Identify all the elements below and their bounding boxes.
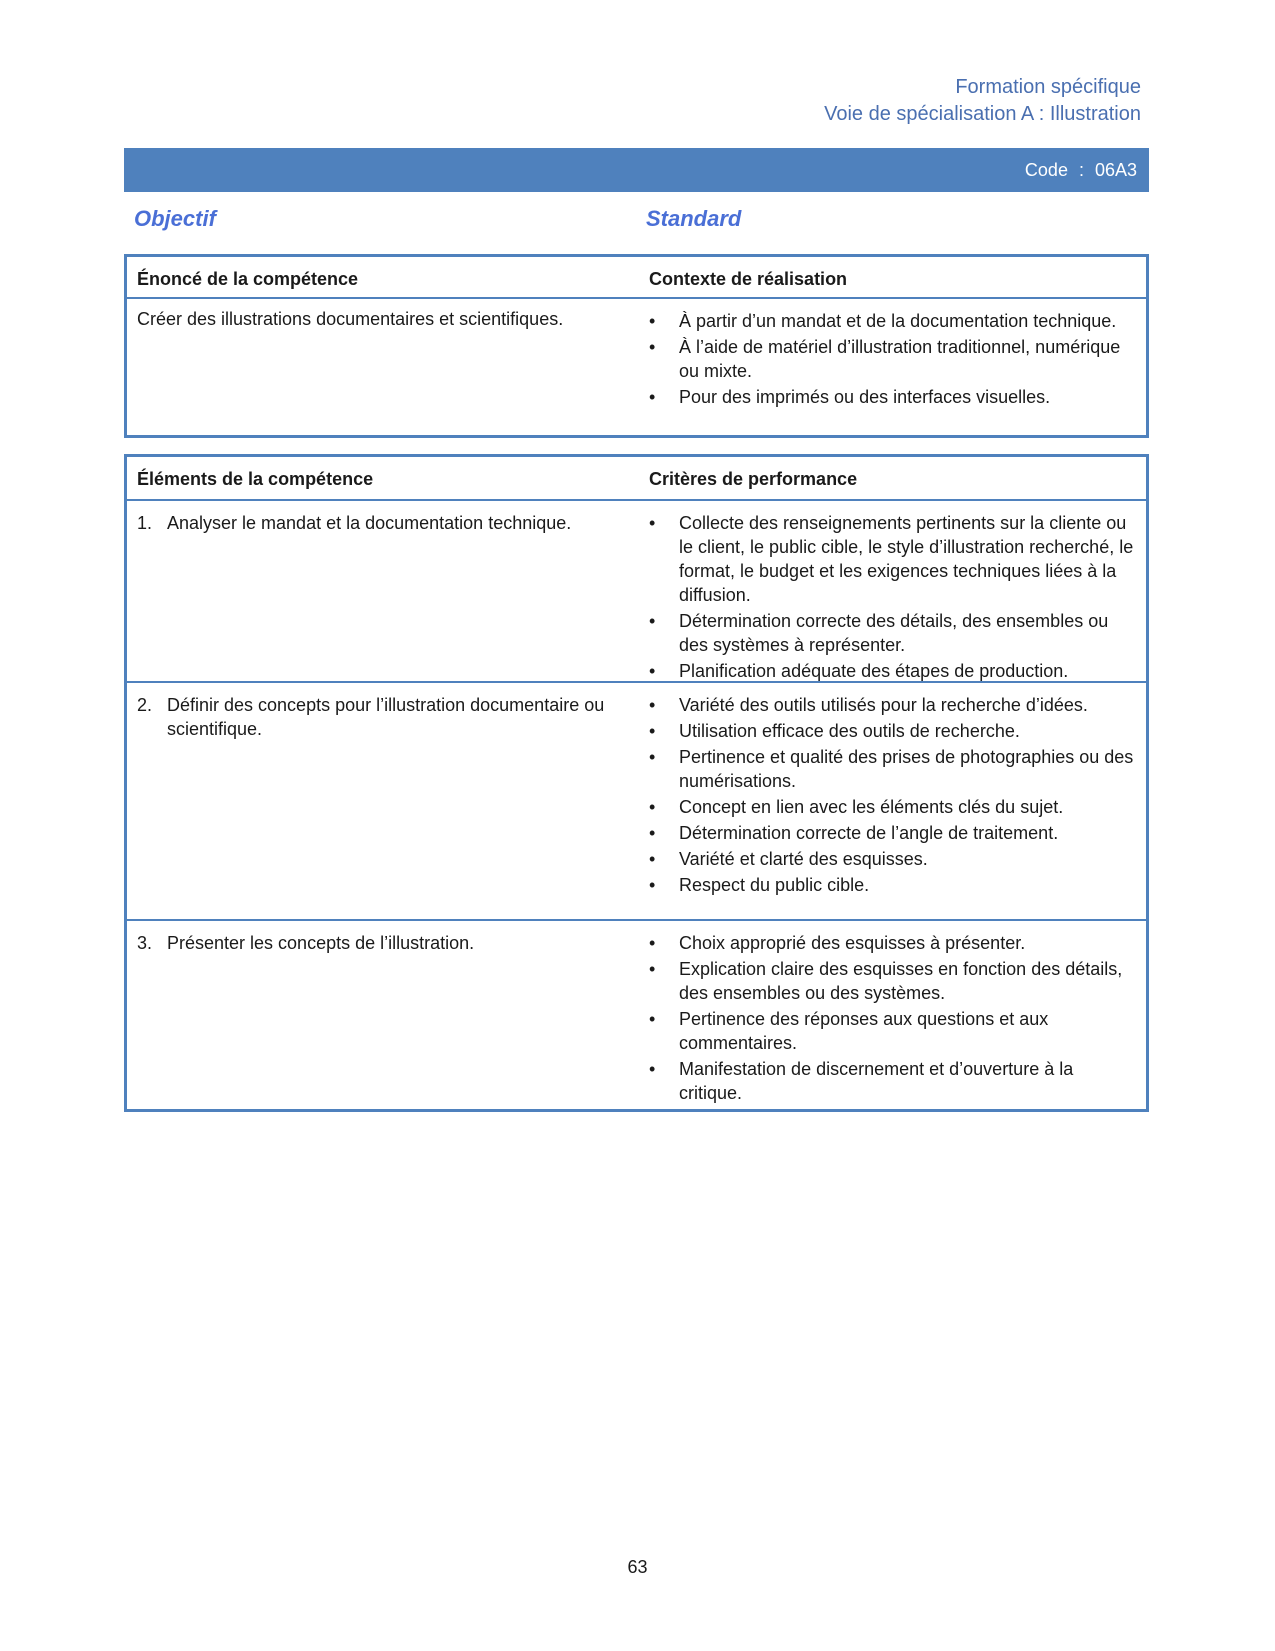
element-text: Présenter les concepts de l’illustration. [167,933,475,953]
competency-code: Code : 06A3 [1024,160,1137,180]
statement-header: Énoncé de la compétence [137,269,359,289]
objective-standard-labels [134,206,1154,234]
list-item: • À l’aide de matériel d’illustration traditionnel, numérique ou mixte. [649,335,1139,383]
standard-table-header [127,257,1146,297]
list-item: • À partir d’un mandat et de la documentation technique. [649,309,1139,333]
element-text: Définir des concepts pour l’illustration documentaire ou scientifique. [167,695,605,739]
list-item: • Variété et clarté des esquisses. [649,847,1139,871]
list-item: • Détermination correcte des détails, des ensembles ou des systèmes à représenter. [649,609,1139,657]
elements-header: Éléments de la compétence [137,469,374,489]
list-item: • Choix approprié des esquisses à présenter. [649,931,1139,955]
element-text: Analyser le mandat et la documentation technique. [167,513,572,533]
element-3 [137,931,657,955]
element-1 [137,511,657,535]
list-item: • Explication claire des esquisses en fonction des détails, des ensembles ou des systèmes. [649,957,1139,1005]
competence-table-header [127,457,1146,499]
list-item: • Manifestation de discernement et d’ouverture à la critique. [649,1057,1139,1105]
list-item: • Concept en lien avec les éléments clés du sujet. [649,795,1139,819]
context-list [649,309,1139,409]
context-header: Contexte de réalisation [649,269,848,289]
element-number: 1. [137,513,153,533]
list-item: • Respect du public cible. [649,873,1139,897]
competence-table [124,454,1149,1112]
competency-statement: Créer des illustrations documentaires et scientifiques. [137,309,564,329]
element-2 [137,693,657,741]
standard-table [124,254,1149,438]
criteria-list [649,931,1139,1105]
criteria-header: Critères de performance [649,469,858,489]
list-item: • Planification adéquate des étapes de production. [649,659,1139,683]
list-item: • Pertinence et qualité des prises de photographies ou des numérisations. [649,745,1139,793]
list-item: • Détermination correcte de l’angle de traitement. [649,821,1139,845]
criteria-list [649,511,1139,683]
table-row [127,499,1146,683]
list-item: • Pour des imprimés ou des interfaces visuelles. [649,385,1139,409]
header-program: Formation spécifique [955,76,1141,98]
table-row [127,919,1146,1109]
code-bar [124,148,1149,192]
standard-table-body [127,297,1146,435]
page-number: 63 [627,1557,648,1577]
criteria-list [649,693,1139,897]
element-number: 3. [137,933,153,953]
list-item: • Variété des outils utilisés pour la recherche d’idées. [649,693,1139,717]
list-item: • Collecte des renseignements pertinents sur la cliente ou le client, le public cible, le style d’illustration recherché, le format, le budget et les exigences techniques liées à la diffusion. [649,511,1139,607]
document-header [824,74,1141,128]
objective-label: Objectif [134,206,216,231]
list-item: • Utilisation efficace des outils de recherche. [649,719,1139,743]
standard-label: Standard [646,206,742,231]
element-number: 2. [137,695,153,715]
list-item: • Pertinence des réponses aux questions et aux commentaires. [649,1007,1139,1055]
header-specialization: Voie de spécialisation A : Illustration [824,103,1141,125]
table-row [127,681,1146,921]
